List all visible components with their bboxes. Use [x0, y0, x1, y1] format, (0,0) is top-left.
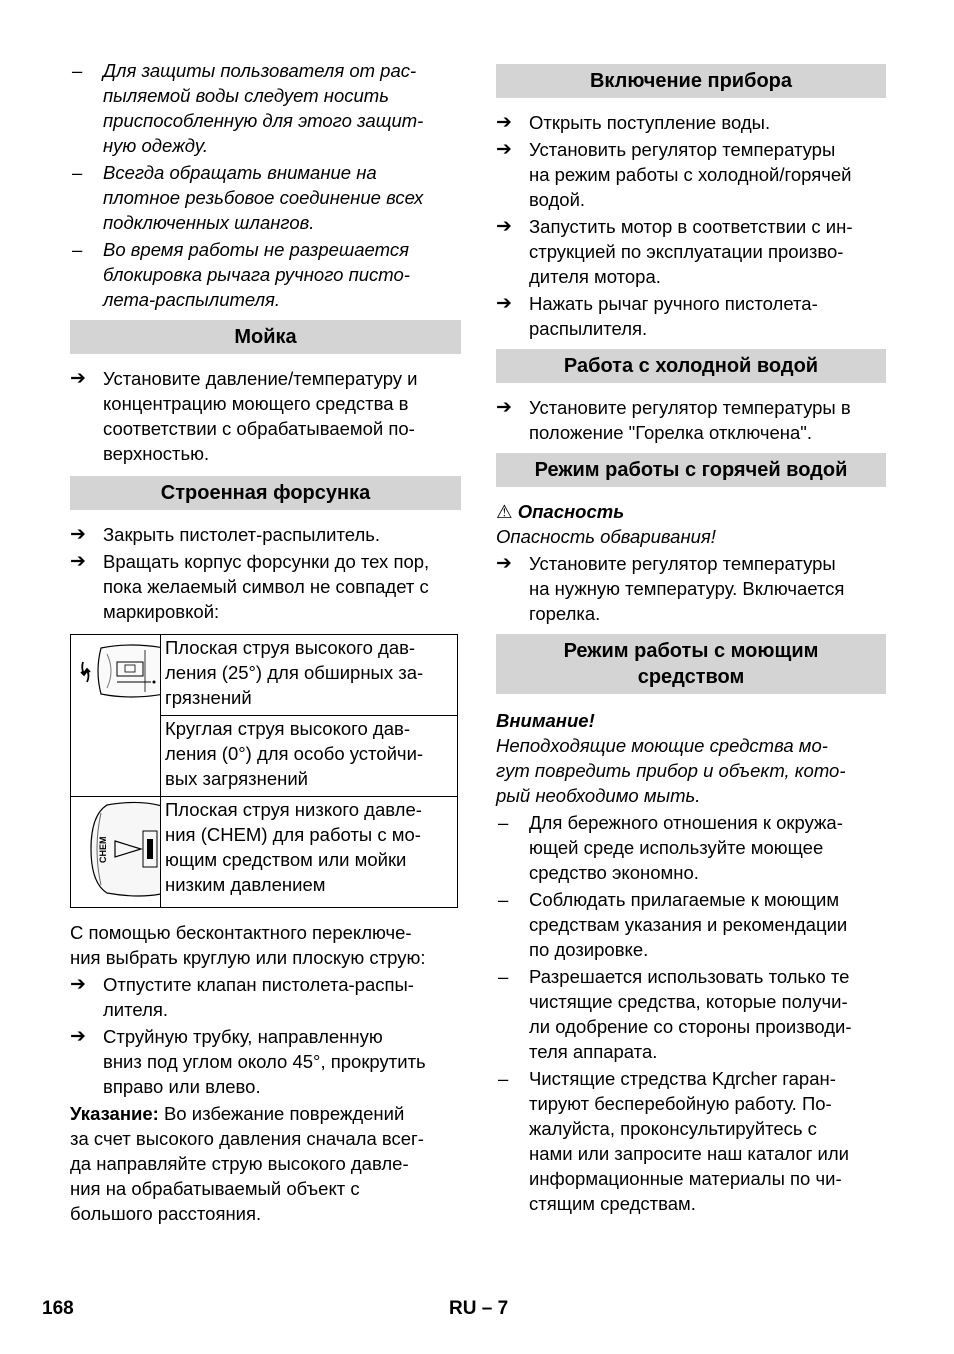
table-row — [71, 635, 458, 716]
nozzle-high-pressure-icon — [71, 635, 161, 797]
list-item: ➔ Нажать рычаг ручного пистолета- распылителя. — [496, 293, 818, 339]
list-item: – Соблюдать прилагаемые к моющим средствам указания и рекомендации по дозировке. — [498, 889, 848, 960]
section-heading-washing: Мойка — [70, 320, 461, 354]
list-item: – Во время работы не разрешается блокировка рычага ручного писто- лета-распылителя. — [72, 239, 410, 310]
nozzle-rotate-icon — [71, 638, 160, 788]
list-item: – Чистящие стредства Kдrcher гаран- тируют бесперебойную работу. По- жалуйста, проконсультируйтесь с нами или запросите наш каталог или информационные материалы по чи- стящим средствам. — [498, 1068, 850, 1214]
danger-heading: ⚠ Опасность — [496, 501, 625, 522]
list-item: ➔ Установите регулятор температуры на нужную температуру. Включается горелка. — [496, 553, 845, 624]
nozzle-table — [70, 634, 458, 908]
list-item: ➔ Вращать корпус форсунки до тех пор, пока желаемый символ не совпадет с маркировкой: — [70, 551, 430, 622]
list-item: ➔ Закрыть пистолет-распылитель. — [70, 524, 381, 545]
note-paragraph: Указание: Во избежание повреждений за счет высокого давления сначала всег- да направляйте струю высокого давле- ния на обрабатываемый объект с большого расстояния. — [70, 1103, 424, 1224]
list-item: – Для защиты пользователя от рас- пыляемой воды следует носить приспособленную для этого защит- ную одежду. — [72, 60, 424, 156]
right-column — [496, 58, 886, 1218]
chem-nozzle-icon — [71, 797, 160, 901]
warning-triangle-icon: ⚠ — [496, 501, 513, 522]
section-heading-power-on: Включение прибора — [496, 64, 886, 98]
list-item: ➔ Отпустите клапан пистолета-распы- лителя. — [70, 974, 414, 1020]
list-item: – Для бережного отношения к окружа- ющей среде используйте моющее средство экономно. — [498, 812, 843, 883]
caution-text: Неподходящие моющие средства мо- гут повредить прибор и объект, кото- рый необходимо мыть. — [496, 735, 846, 806]
section-heading-hot-water: Режим работы с горячей водой — [496, 453, 886, 487]
note-label: Указание: — [70, 1103, 159, 1124]
list-item: – Всегда обращать внимание на плотное резьбовое соединение всех подключенных шлангов. — [72, 162, 424, 233]
list-item: ➔ Установите регулятор температуры в положение "Горелка отключена". — [496, 397, 851, 443]
danger-text: Опасность обваривания! — [496, 526, 716, 547]
list-item: ➔ Запустить мотор в соответствии с ин- струкцией по эксплуатации произво- дителя мотора. — [496, 216, 853, 287]
list-item: ➔ Открыть поступление воды. — [496, 112, 771, 133]
table-row — [71, 797, 458, 908]
page-number: 168 — [42, 1298, 74, 1319]
list-item: ➔ Струйную трубку, направленную вниз под углом около 45°, прокрутить вправо или влево. — [70, 1026, 426, 1097]
list-item: ➔ Установить регулятор температуры на режим работы с холодной/горячей водой. — [496, 139, 852, 210]
switch-instruction: С помощью бесконтактного переключе- ния выбрать круглую или плоскую струю: — [70, 922, 426, 968]
nozzle-chem-icon — [71, 797, 161, 908]
section-heading-cold-water: Работа с холодной водой — [496, 349, 886, 383]
section-heading-detergent: Режим работы с моющим средством — [496, 634, 886, 694]
chem-label: CHEM — [98, 836, 108, 863]
section-heading-nozzle: Строенная форсунка — [70, 476, 461, 510]
nozzle-desc-round-high: Круглая струя высокого дав- ления (0°) для особо устойчи- вых загрязнений — [161, 716, 458, 797]
nozzle-desc-chem: Плоская струя низкого давле- ния (CHEM) для работы с мо- ющим средством или мойки низким давлением — [161, 797, 458, 908]
nozzle-desc-flat-high: Плоская струя высокого дав- ления (25°) для обширных за- грязнений — [161, 635, 458, 716]
left-column — [70, 58, 461, 1228]
language-page-label: RU – 7 — [449, 1298, 509, 1319]
caution-heading: Внимание! — [496, 710, 595, 731]
list-item: ➔ Установите давление/температуру и концентрацию моющего средства в соответствии с обрабатываемой по- верхностью. — [70, 368, 418, 464]
safety-dash-list — [70, 58, 461, 312]
list-item: – Разрешается использовать только те чистящие средства, которые получи- ли одобрение со стороны производи- теля аппарата. — [498, 966, 852, 1062]
